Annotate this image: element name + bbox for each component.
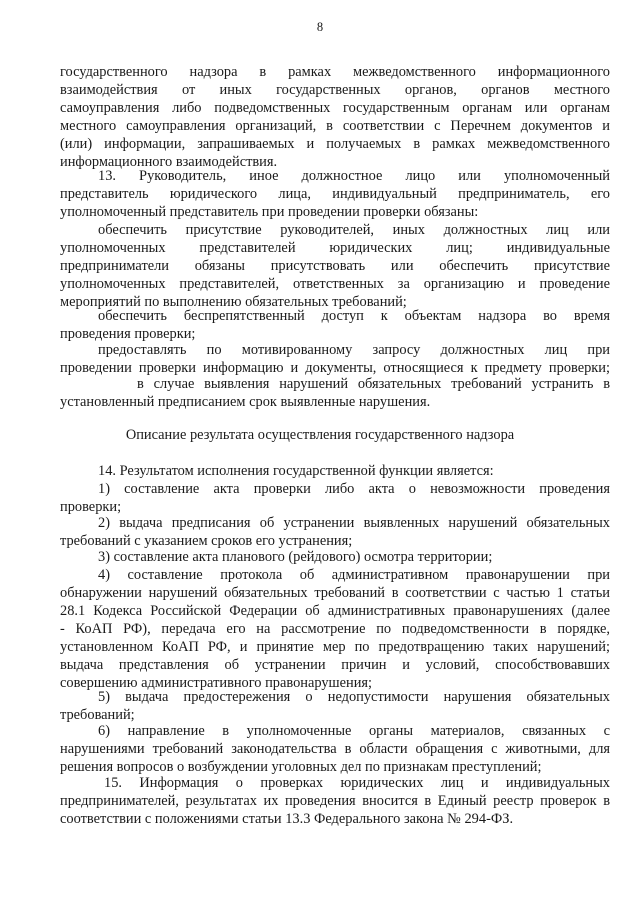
text-line: уполномоченных представителей юридических лиц; индивидуальные (60, 240, 610, 256)
paragraph-13-line: 13. Руководитель, иное должностное лицо или уполномоченный (98, 168, 610, 184)
text-line: взаимодействия от иных государственных органов, органов местного (60, 82, 610, 98)
text-line: проверки; (60, 499, 122, 515)
text-line: мероприятий по выполнению обязательных требований; (60, 294, 407, 310)
text-line: 5) выдача предостережения о недопустимости нарушения обязательных (98, 689, 610, 705)
text-line: местного самоуправления организаций, в соответствии с Перечнем документов и (60, 118, 610, 134)
paragraph-15-line: 15. Информация о проверках юридических лиц и индивидуальных (104, 775, 610, 791)
text-line: 2) выдача предписания об устранении выявленных нарушений обязательных (98, 515, 610, 531)
page-number: 8 (316, 20, 324, 34)
text-line: требований с указанием сроков его устранения; (60, 533, 353, 549)
text-line: предприниматели обязаны присутствовать или обеспечить присутствие (60, 258, 610, 274)
text-line: выдача представления об устранении причин и условий, способствовавших (60, 657, 610, 673)
text-line: установленный предписанием срок выявленные нарушения. (60, 394, 431, 410)
text-line: обеспечить беспрепятственный доступ к объектам надзора во время (98, 308, 610, 324)
text-line: 28.1 Кодекса Российской Федерации об административных правонарушениях (далее (60, 603, 610, 619)
text-line: предпринимателей, результатах их проведения вносится в Единый реестр проверок в (60, 793, 610, 809)
text-line: установленном КоАП РФ, и принятие мер по предотвращению таких нарушений; (60, 639, 610, 655)
text-line: государственного надзора в рамках межведомственного информационного (60, 64, 610, 80)
paragraph-14-line: 14. Результатом исполнения государственной функции является: (98, 463, 494, 479)
text-line: решения вопросов о возбуждении уголовных дел по признакам преступлений; (60, 759, 542, 775)
text-line: в случае выявления нарушений обязательных требований устранить в (137, 376, 610, 392)
text-line: соответствии с положениями статьи 13.3 Федерального закона № 294-ФЗ. (60, 811, 514, 827)
text-line: проведения проверки; (60, 326, 196, 342)
text-line: (или) информации, запрашиваемых и получаемых в рамках межведомственного (60, 136, 610, 152)
text-line: предоставлять по мотивированному запросу должностных лиц при (98, 342, 610, 358)
text-line: 1) составление акта проверки либо акта о невозможности проведения (98, 481, 610, 497)
text-line: информационного взаимодействия. (60, 154, 278, 170)
text-line: самоуправления либо подведомственных государственным органам или органам (60, 100, 610, 116)
text-line: обеспечить присутствие руководителей, иных должностных лиц или (98, 222, 610, 238)
text-line: 4) составление протокола об административном правонарушении при (98, 567, 610, 583)
text-line: уполномоченных представителей, ответственных за организацию и проведение (60, 276, 610, 292)
text-line: обнаружении нарушений обязательных требований в соответствии с частью 1 статьи (60, 585, 610, 601)
text-line: представитель юридического лица, индивидуальный предприниматель, его (60, 186, 610, 202)
text-line: проведении проверки информацию и документы, относящиеся к предмету проверки; (60, 360, 610, 376)
text-line: 3) составление акта планового (рейдового) осмотра территории; (98, 549, 493, 565)
text-line: 6) направление в уполномоченные органы материалов, связанных с (98, 723, 610, 739)
text-line: нарушениями требований законодательства в области обращения с животными, для (60, 741, 610, 757)
text-line: совершению административного правонарушения; (60, 675, 373, 691)
text-line: - КоАП РФ), передача его на рассмотрение по подведомственности в порядке, (60, 621, 610, 637)
section-heading: Описание результата осуществления государственного надзора (125, 427, 515, 443)
text-line: требований; (60, 707, 135, 723)
text-line: уполномоченный представитель при проведении проверки обязаны: (60, 204, 479, 220)
